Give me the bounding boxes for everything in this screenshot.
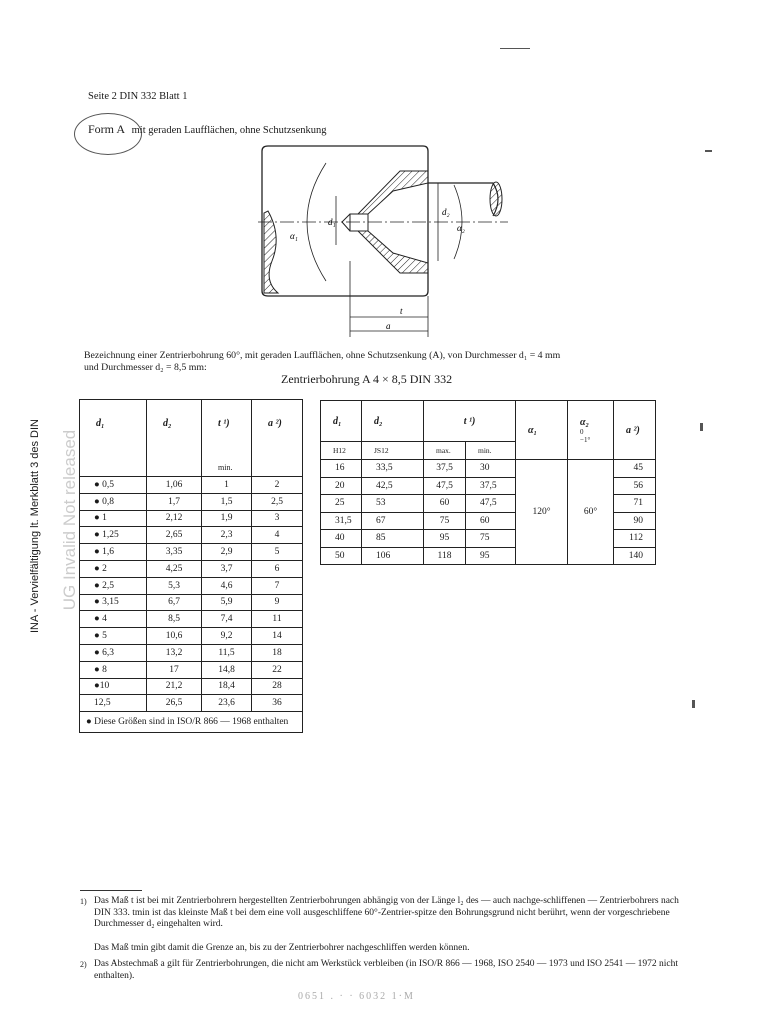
form-title [88,122,327,137]
table-small-sizes [79,399,303,733]
scan-speck [700,423,703,431]
alpha2-label: α₂ [457,223,465,233]
t2-sub-max: max. [424,442,466,460]
t1-cell: 18 [252,644,303,661]
t1-cell: 2,12 [147,510,202,527]
t1-cell: ● 3,15 [80,594,147,611]
t1-cell: 5,9 [202,594,252,611]
t1-row [80,477,303,494]
t1-cell: 11,5 [202,644,252,661]
t2-cell: 47,5 [424,477,466,495]
t1-cell: 9,2 [202,628,252,645]
t1-cell: 8,5 [147,611,202,628]
t2-header-t: t ¹) [424,401,516,442]
center-bore-drawing [258,141,508,337]
t1-cell: 3,35 [147,544,202,561]
t1-row [80,594,303,611]
desc-line-1: Bezeichnung einer Zentrierbohrung 60°, mit geraden Laufflächen, ohne Schutzsenkung (A), von Durchmesser d₁ = 4 mm [84,350,561,361]
desc-line-2: und Durchmesser d₂ = 8,5 mm: [84,362,207,373]
t1-cell: 3 [252,510,303,527]
t1-header-a: a ²) [252,400,303,477]
t1-cell: 2,65 [147,527,202,544]
t1-cell: ● 8 [80,661,147,678]
t2-cell: 95 [466,547,516,565]
bottom-mark: 0651 . · · 6032 1·M [298,991,415,1002]
t1-cell: 36 [252,695,303,712]
t1-cell: 2,3 [202,527,252,544]
t2-header-a2: α₂ 0 −1° [568,401,614,460]
t1-header-d1: d₁ [80,400,147,477]
t1-cell: 6 [252,560,303,577]
t2-sub-min: min. [466,442,516,460]
t1-cell: ● 0,5 [80,477,147,494]
t1-cell: 2,9 [202,544,252,561]
alpha1-label: α₁ [290,231,298,241]
designation-example: Zentrierbohrung A 4 × 8,5 DIN 332 [281,372,453,386]
t2-cell: 47,5 [466,495,516,513]
t1-cell: 4,25 [147,560,202,577]
t2-header-a: a ²) [614,401,656,460]
form-label: Form A [88,122,126,136]
t1-row [80,577,303,594]
t1-row [80,644,303,661]
t1-cell: 6,7 [147,594,202,611]
t2-cell: 31,5 [321,512,362,530]
t1-cell: 1,9 [202,510,252,527]
t1-cell: 4 [252,527,303,544]
t1-row [80,678,303,695]
t1-cell: 26,5 [147,695,202,712]
footnote-2: 2) Das Abstechmaß a gilt für Zentrierbohrungen, die nicht am Werkstück verbleiben (in ISO/R 866 — 1968, ISO 2540 — 1973 und ISO 2541 — 1972 nicht enthalten). [80,959,679,981]
t2-cell: 71 [614,495,656,513]
t1-row [80,510,303,527]
t1-cell: 11 [252,611,303,628]
t1-row [80,611,303,628]
t1-cell: ● 4 [80,611,147,628]
t2-cell: 20 [321,477,362,495]
t2-cell: 95 [424,530,466,548]
t2-header-d1: d₁ [321,401,362,442]
t1-cell: 28 [252,678,303,695]
t2-cell: 50 [321,547,362,565]
side-copy-notice: INA - Vervielfältigung lt. Merkblatt 3 des DIN [29,419,41,633]
t1-row [80,695,303,712]
form-subtitle: mit geraden Laufflächen, ohne Schutzsenkung [131,125,327,136]
t1-cell: 1,06 [147,477,202,494]
t1-cell: 5 [252,544,303,561]
t1-cell: 17 [147,661,202,678]
t1-cell: 1,7 [147,493,202,510]
page-header: Seite 2 DIN 332 Blatt 1 [88,91,188,102]
t1-cell: 3,7 [202,560,252,577]
t1-cell: ●10 [80,678,147,695]
t1-cell: ● 2 [80,560,147,577]
t2-cell: 118 [424,547,466,565]
t2-cell: 40 [321,530,362,548]
t2-cell: 56 [614,477,656,495]
t1-row [80,493,303,510]
t1-row [80,628,303,645]
footnote-1: 1) Das Maß t ist bei mit Zentrierbohrern hergestellten Zentrierbohrungen abhängig von der Länge l₂ des — auch nachge-schliffenen — Zentrierbohrers nach DIN 333. tmin ist das kleinste Maß t bei dem eine voll ausgeschliffene 60°-Zentrier-spitze den Bohrungsgrund nicht berührt, wenn der vorgeschriebene Durchmesser d₂ eingehalten wird. [80,896,679,929]
t2-cell: 16 [321,460,362,478]
t1-cell: 1,5 [202,493,252,510]
t2-header-a1: α₁ [516,401,568,460]
t1-note: ● Diese Größen sind in ISO/R 866 — 1968 enthalten [80,712,303,733]
t2-cell: 90 [614,512,656,530]
t1-row [80,544,303,561]
t2-sub-d1: H12 [321,442,362,460]
t2-cell: 37,5 [466,477,516,495]
designation-description [84,350,684,374]
d2-label: d₂ [442,207,450,217]
t2-cell: 30 [466,460,516,478]
t1-cell: ● 6,3 [80,644,147,661]
t1-row [80,661,303,678]
t2-sub-d2: JS12 [362,442,424,460]
t2-a2-tol-top: 0 [580,427,584,436]
t1-row [80,560,303,577]
t2-cell: 53 [362,495,424,513]
t1-cell: 5,3 [147,577,202,594]
t1-cell: 7 [252,577,303,594]
t1-cell: 22 [252,661,303,678]
t1-cell: 14,8 [202,661,252,678]
t1-cell: ● 5 [80,628,147,645]
t1-cell: 12,5 [80,695,147,712]
t1-cell: ● 1 [80,510,147,527]
t1-cell: ● 2,5 [80,577,147,594]
scan-speck [705,150,712,152]
t2-cell: 60 [424,495,466,513]
t1-cell: 23,6 [202,695,252,712]
t2-cell: 60 [466,512,516,530]
t1-cell: ● 0,8 [80,493,147,510]
t1-cell: 13,2 [147,644,202,661]
t2-cell: 85 [362,530,424,548]
t1-cell: 14 [252,628,303,645]
scan-speck [500,48,530,49]
t2-cell: 33,5 [362,460,424,478]
t1-cell: 7,4 [202,611,252,628]
t2-cell: 42,5 [362,477,424,495]
t2-cell: 45 [614,460,656,478]
d1-label: d₁ [328,217,336,227]
t1-cell: ● 1,25 [80,527,147,544]
t1-cell: 4,6 [202,577,252,594]
t1-cell: 2 [252,477,303,494]
t2-header-d2: d₂ [362,401,424,442]
t2-cell: 25 [321,495,362,513]
a-label: a [386,321,391,331]
footnote-1b: Das Maß tmin gibt damit die Grenze an, bis zu der Zentrierbohrer nachgeschliffen werden können. [94,943,470,953]
t1-cell: ● 1,6 [80,544,147,561]
t2-cell: 37,5 [424,460,466,478]
t1-cell: 18,4 [202,678,252,695]
t1-cell: 10,6 [147,628,202,645]
t1-header-min: min. [218,463,233,472]
t1-header-t: t ¹) min. [202,400,252,477]
t1-header-d2: d₂ [147,400,202,477]
t1-cell: 2,5 [252,493,303,510]
table-large-sizes [320,400,656,565]
watermark: UG Invalid Not released [60,429,79,611]
t-label: t [400,306,403,316]
t1-cell: 1 [202,477,252,494]
t1-cell: 21,2 [147,678,202,695]
t1-cell: 9 [252,594,303,611]
t2-cell: 106 [362,547,424,565]
t2-cell: 67 [362,512,424,530]
t1-row [80,527,303,544]
t2-cell: 112 [614,530,656,548]
t2-cell: 140 [614,547,656,565]
t2-a2-tol: −1° [580,435,591,444]
t2-alpha1-value: 120° [516,460,568,565]
t2-alpha2-value: 60° [568,460,614,565]
t2-cell: 75 [466,530,516,548]
t2-row [321,460,656,478]
t2-cell: 75 [424,512,466,530]
footnote-rule [80,890,142,891]
scan-speck [692,700,695,708]
